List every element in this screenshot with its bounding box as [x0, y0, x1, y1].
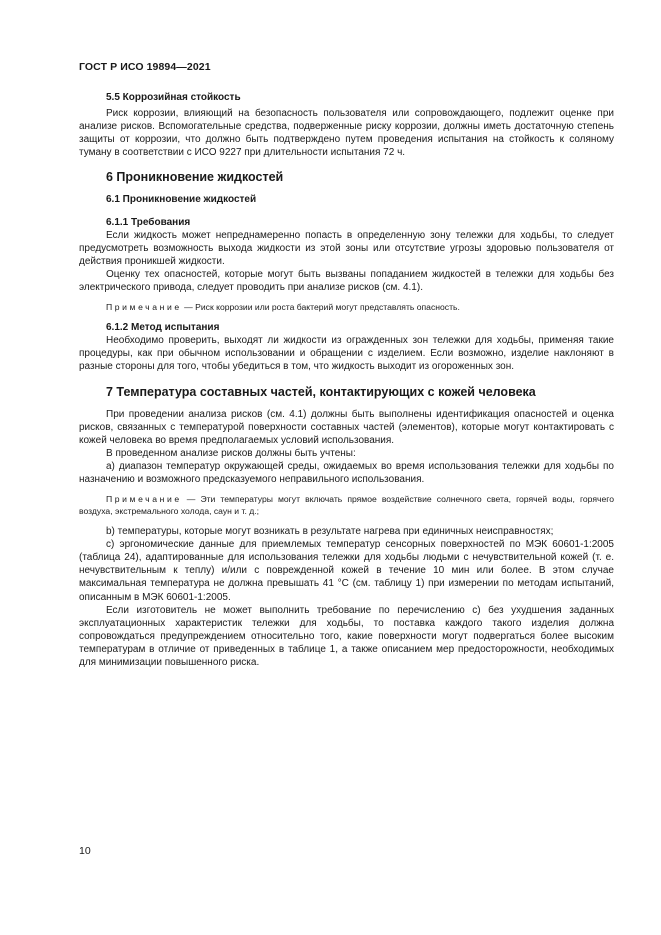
note-label: Примечание: [106, 302, 182, 313]
section-7-item-b: b) температуры, которые могут возникать в результате нагрева при единичных неисправностях;: [106, 526, 554, 538]
section-7-item-a: а) диапазон температур окружающей среды, ожидаемых во время использования тележки для ходьбы по назначению и возможного предсказуемого неправильного использования.: [79, 460, 614, 485]
note-label: Примечание: [106, 494, 182, 505]
section-7-paragraph-1: При проведении анализа рисков (см. 4.1) должны быть выполнены идентификация опасностей и оценка рисков, связанных с температурой поверхности составных частей (элементов), которые могут контактировать с кожей человека во время предполагаемых условий использования.: [79, 408, 614, 446]
section-7-paragraph-3: Если изготовитель не может выполнить требование по перечислению с) без ухудшения заданных эксплуатационных характеристик тележки для ходьбы, то поставка каждого такого изделия должна сопровождаться предупреждением относительно того, какие поверхности могут подвергаться более высоким температурам в отличие от приведенных в таблице 1, а также описанием мер предосторожности, необходимых для минимизации повышенного риска.: [79, 604, 614, 668]
page-body: [79, 91, 614, 669]
section-6-1-2-paragraph: Необходимо проверить, выходят ли жидкости из огражденных зон тележки для ходьбы, применяя такие процедуры, как при обычном использовании и обращении с изделием. Если возможно, изделие наклоняют в разные стороны для того, чтобы убедиться в том, что жидкость выходит из огороженных зон.: [79, 335, 614, 373]
page-number: 10: [79, 845, 91, 857]
section-5-5-paragraph: Риск коррозии, влияющий на безопасность пользователя или сопровождающего, подлежит оценке при анализе рисков. Вспомогательные средства, подверженные риску коррозии, должны иметь достаточную степень защиты от коррозии, что должно быть подтверждено путем проведения испытания на стойкость к соляному туману в соответствии с ИСО 9227 при длительности испытания 72 ч.: [79, 108, 614, 159]
note-text: — Риск коррозии или роста бактерий могут представлять опасность.: [181, 302, 460, 313]
note-text: — Эти температуры могут включать прямое воздействие солнечного света, горячей воды, горячего воздуха, экстремального холода, саун и т. д.;: [79, 494, 614, 517]
section-6-1-2-heading: 6.1.2 Метод испытания: [106, 322, 220, 334]
section-7-heading: 7 Температура составных частей, контактирующих с кожей человека: [106, 384, 536, 399]
section-7-paragraph-2: В проведенном анализе рисков должны быть учтены:: [106, 447, 356, 459]
section-6-heading: 6 Проникновение жидкостей: [106, 170, 284, 185]
section-6-1-1-paragraph-2: Оценку тех опасностей, которые могут быть вызваны попаданием жидкостей в тележки для ходьбы без электрического привода, следует проводить при анализе рисков (см. 4.1).: [79, 268, 614, 294]
section-6-note: [79, 301, 614, 313]
section-6-1-1-paragraph-1: Если жидкость может непреднамеренно попасть в определенную зону тележки для ходьбы, то следует предусмотреть возможность выхода жидкости из этой зоны или отсутствие угрозы здоровью пользователя от действия проникшей жидкости.: [79, 229, 614, 267]
section-7-item-c: с) эргономические данные для приемлемых температур сенсорных поверхностей по МЭК 60601-1:2005 (таблица 24), адаптированные для использования тележки для ходьбы людьми с нечувствительной кожей (т. е. нечувствительным к теплу) и/или с поврежденной кожей в течение 10 мин или более. В этом случае максимальная температура не должна превышать 41 °С (см. таблицу 1) при измерении по методам испытаний, описанным в МЭК 60601-1:2005.: [79, 539, 614, 603]
section-6-1-heading: 6.1 Проникновение жидкостей: [106, 194, 257, 206]
section-5-5-heading: 5.5 Коррозийная стойкость: [106, 92, 241, 103]
document-code-header: ГОСТ Р ИСО 19894—2021: [79, 61, 211, 73]
section-7-note: [79, 493, 614, 517]
section-6-1-1-heading: 6.1.1 Требования: [106, 216, 191, 228]
